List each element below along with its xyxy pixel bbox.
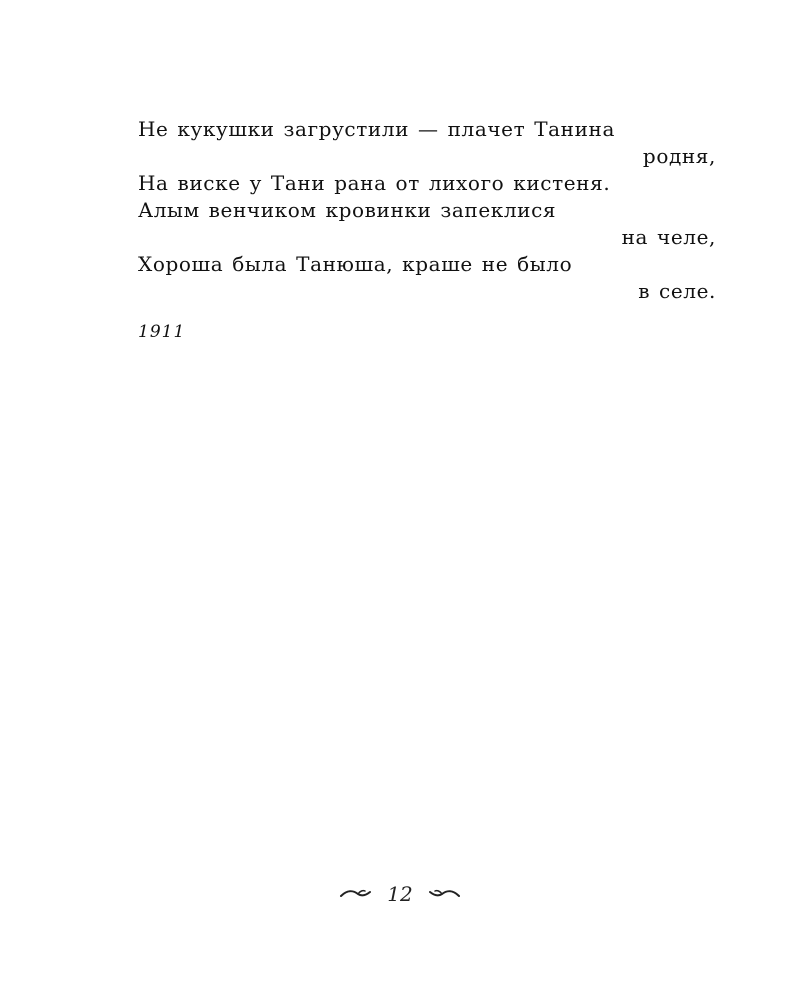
poem-line: Хороша была Танюша, краше не было — [138, 252, 573, 276]
poem-year: 1911 — [138, 322, 186, 342]
page-number: 12 — [387, 881, 413, 906]
right-flourish-icon — [427, 887, 461, 901]
poem-line: Алым венчиком кровинки запеклися — [138, 198, 557, 222]
page-footer — [0, 880, 800, 906]
poem-line: Не кукушки загрустили — плачет Танина — [138, 117, 615, 141]
poem-line-continuation: на челе, — [621, 225, 716, 249]
poem-line: На виске у Тани рана от лихого кистеня. — [138, 171, 611, 195]
poem-line-continuation: в селе. — [638, 279, 716, 303]
left-flourish-icon — [339, 887, 373, 901]
poem-line-continuation: родня, — [642, 144, 716, 168]
poem-stanza — [138, 116, 716, 305]
